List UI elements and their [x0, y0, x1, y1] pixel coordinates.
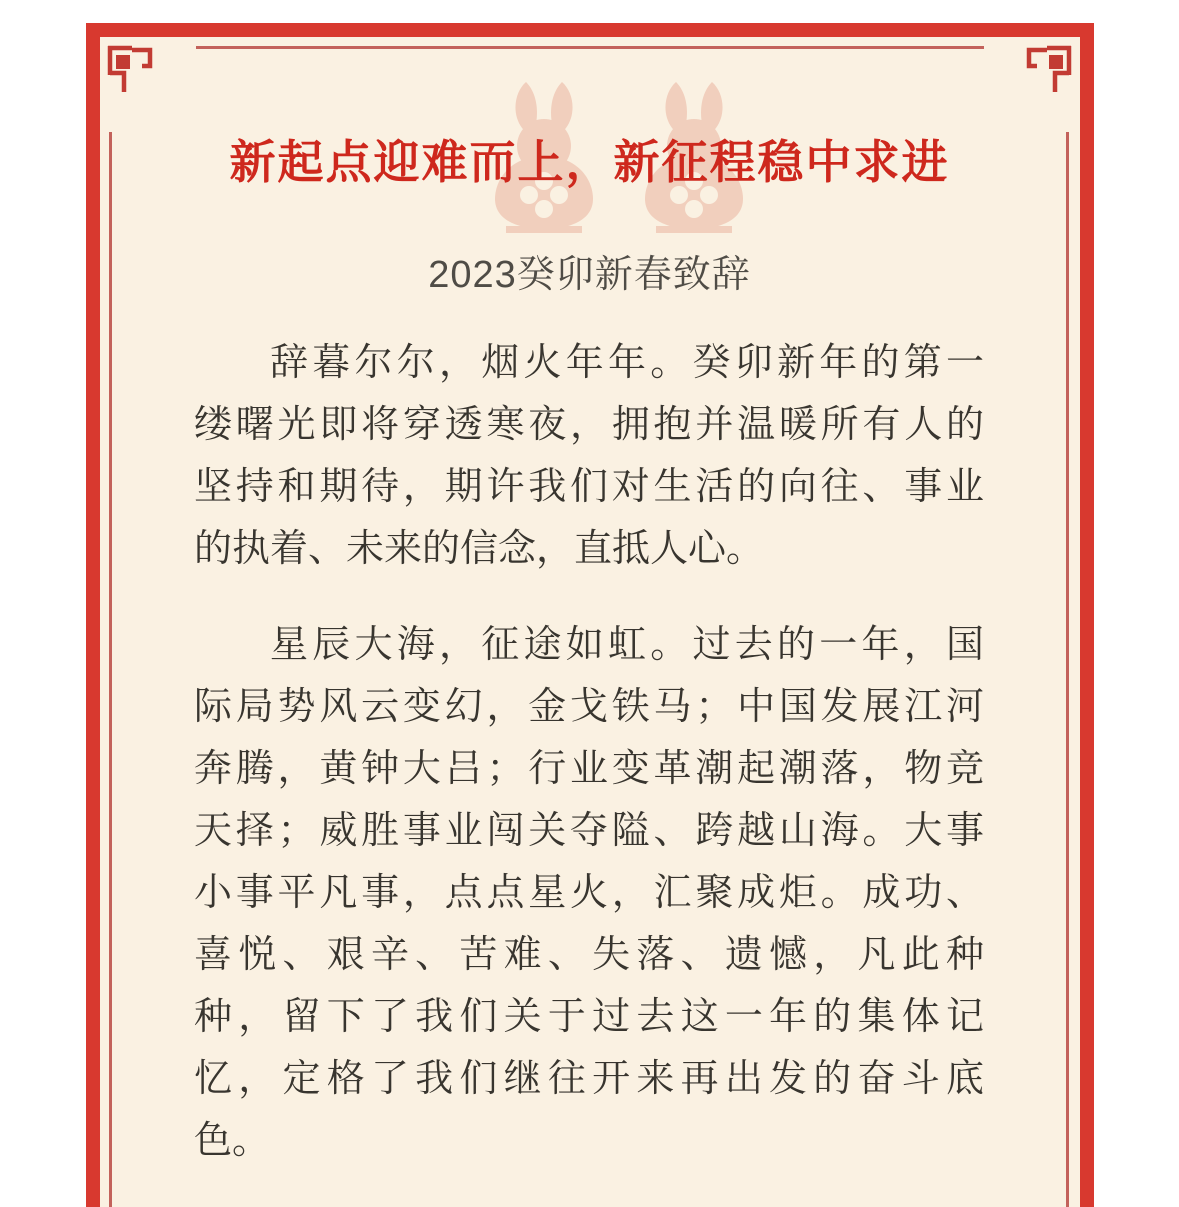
paragraph-line: 星辰大海，征途如虹。过去的一年，国: [270, 624, 984, 666]
paragraph-line: 种，留下了我们关于过去这一年的集体记: [194, 996, 984, 1038]
paragraph-line: 的执着、未来的信念，直抵人心。: [194, 528, 765, 570]
paragraph: [194, 614, 984, 1172]
paragraph: [194, 332, 984, 580]
page-title: 新起点迎难而上，新征程稳中求进: [229, 136, 950, 188]
paragraph-line: 奔腾，黄钟大吕；行业变革潮起潮落，物竞: [194, 748, 984, 790]
paragraph-line: 忆，定格了我们继往开来再出发的奋斗底: [194, 1058, 984, 1100]
corner-ornament-left-icon: [106, 42, 158, 94]
paragraph-line: 缕曙光即将穿透寒夜，拥抱并温暖所有人的: [194, 404, 984, 446]
page-subtitle: 2023癸卯新春致辞: [428, 254, 751, 296]
inner-border-top: [196, 46, 984, 49]
paragraph-line: 辞暮尔尔，烟火年年。癸卯新年的第一: [270, 342, 984, 384]
paragraph-line: 际局势风云变幻，金戈铁马；中国发展江河: [194, 686, 984, 728]
paragraph-line: 坚持和期待，期许我们对生活的向往、事业: [194, 466, 984, 508]
paragraph-line: 小事平凡事，点点星火，汇聚成炬。成功、: [194, 872, 984, 914]
corner-ornament-right-icon: [1021, 42, 1073, 94]
body-paragraphs: [194, 332, 984, 1172]
paragraph-line: 天择；威胜事业闯关夺隘、跨越山海。大事: [194, 810, 984, 852]
paragraph-line: 喜悦、艰辛、苦难、失落、遗憾，凡此种: [194, 934, 984, 976]
paragraph-line: 色。: [194, 1120, 271, 1162]
